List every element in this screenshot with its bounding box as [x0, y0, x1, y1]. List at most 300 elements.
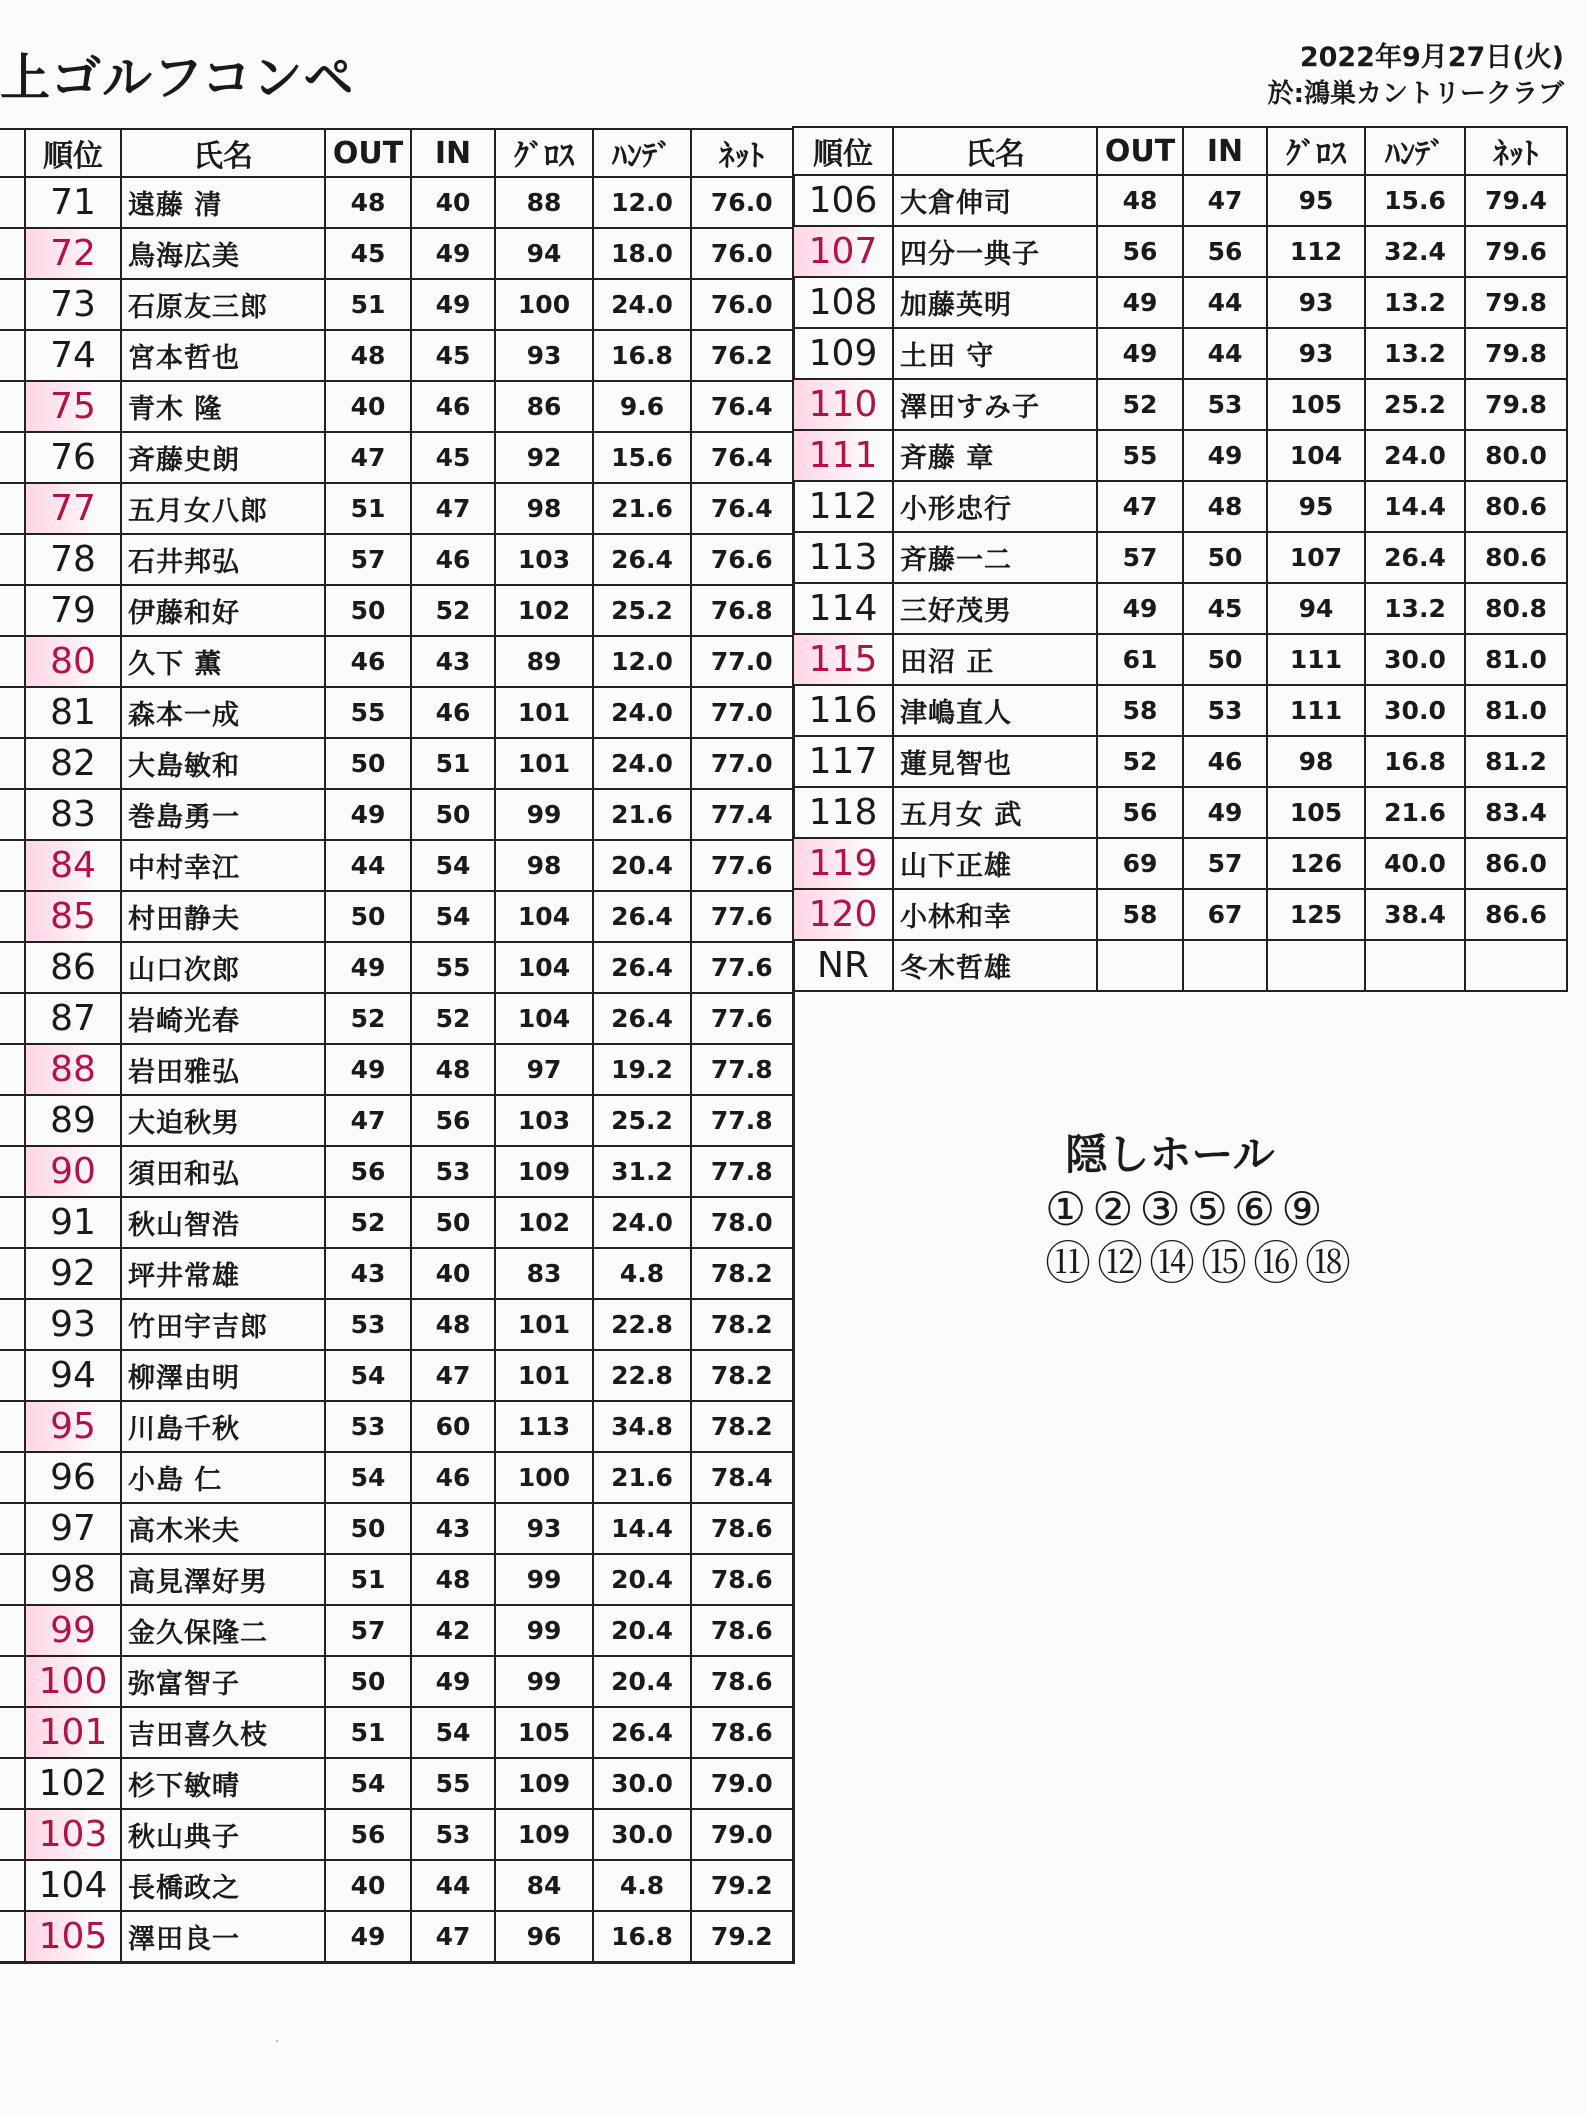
in-cell: 49 — [1183, 430, 1267, 481]
name-cell: 弥富智子 — [121, 1656, 325, 1707]
net-cell: 77.6 — [691, 840, 793, 891]
out-cell: 54 — [325, 1758, 411, 1809]
gross-cell: 99 — [495, 1656, 593, 1707]
edge-cell — [0, 789, 25, 840]
event-venue: 於:鴻巣カントリークラブ — [1267, 79, 1564, 109]
table-row — [793, 685, 1567, 736]
col-in: IN — [411, 129, 495, 177]
table-row — [0, 1605, 793, 1656]
gross-cell: 101 — [495, 1350, 593, 1401]
edge-cell — [0, 228, 25, 279]
table-row — [793, 736, 1567, 787]
edge-cell — [0, 381, 25, 432]
out-cell: 49 — [325, 1911, 411, 1963]
edge-cell — [0, 432, 25, 483]
name-cell: 冬木哲雄 — [893, 940, 1097, 991]
net-cell: 79.0 — [691, 1809, 793, 1860]
out-cell: 51 — [325, 1707, 411, 1758]
in-cell: 51 — [411, 738, 495, 789]
in-cell — [1183, 940, 1267, 991]
rank-cell: 76 — [25, 432, 121, 483]
edge-cell — [0, 1197, 25, 1248]
in-cell: 53 — [411, 1146, 495, 1197]
net-cell — [1465, 940, 1567, 991]
net-cell: 80.6 — [1465, 481, 1567, 532]
table-row — [0, 1452, 793, 1503]
table-row — [0, 636, 793, 687]
rank-cell: 84 — [25, 840, 121, 891]
edge-cell — [0, 1248, 25, 1299]
table-row — [0, 432, 793, 483]
in-cell: 53 — [1183, 685, 1267, 736]
table-row — [0, 1299, 793, 1350]
out-cell: 50 — [325, 738, 411, 789]
table-row — [0, 1809, 793, 1860]
out-cell: 56 — [325, 1146, 411, 1197]
handicap-cell: 16.8 — [593, 1911, 691, 1963]
left-table-body — [0, 177, 793, 1963]
gross-cell: 107 — [1267, 532, 1365, 583]
results-table-right — [792, 126, 1568, 992]
name-cell: 岩崎光春 — [121, 993, 325, 1044]
in-cell: 49 — [411, 228, 495, 279]
gross-cell: 103 — [495, 534, 593, 585]
in-cell: 50 — [1183, 634, 1267, 685]
handicap-cell: 4.8 — [593, 1248, 691, 1299]
net-cell: 80.0 — [1465, 430, 1567, 481]
in-cell: 55 — [411, 942, 495, 993]
name-cell: 山下正雄 — [893, 838, 1097, 889]
out-cell: 69 — [1097, 838, 1183, 889]
net-cell: 81.2 — [1465, 736, 1567, 787]
out-cell: 53 — [325, 1401, 411, 1452]
net-cell: 86.6 — [1465, 889, 1567, 940]
table-row — [0, 1503, 793, 1554]
handicap-cell: 30.0 — [593, 1809, 691, 1860]
out-cell: 49 — [1097, 583, 1183, 634]
gross-cell: 102 — [495, 1197, 593, 1248]
gross-cell: 105 — [1267, 787, 1365, 838]
table-row — [0, 585, 793, 636]
in-cell: 46 — [411, 381, 495, 432]
table-row — [0, 1911, 793, 1963]
name-cell: 鳥海広美 — [121, 228, 325, 279]
in-cell: 57 — [1183, 838, 1267, 889]
out-cell: 57 — [325, 534, 411, 585]
table-row — [0, 381, 793, 432]
handicap-cell: 22.8 — [593, 1350, 691, 1401]
name-cell: 久下 薫 — [121, 636, 325, 687]
rank-cell: 92 — [25, 1248, 121, 1299]
rank-cell: NR — [793, 940, 893, 991]
rank-cell: 101 — [25, 1707, 121, 1758]
col-name: 氏名 — [121, 129, 325, 177]
net-cell: 76.4 — [691, 381, 793, 432]
in-cell: 47 — [411, 1911, 495, 1963]
handicap-cell: 12.0 — [593, 636, 691, 687]
table-row — [793, 379, 1567, 430]
net-cell: 86.0 — [1465, 838, 1567, 889]
out-cell: 43 — [325, 1248, 411, 1299]
rank-cell: 115 — [793, 634, 893, 685]
col-in: IN — [1183, 127, 1267, 175]
in-cell: 47 — [411, 483, 495, 534]
rank-cell: 111 — [793, 430, 893, 481]
paper-speck — [276, 2040, 278, 2042]
rank-cell: 82 — [25, 738, 121, 789]
gross-cell: 104 — [1267, 430, 1365, 481]
net-cell: 78.6 — [691, 1503, 793, 1554]
net-cell: 77.6 — [691, 891, 793, 942]
name-cell: 森本一成 — [121, 687, 325, 738]
table-row — [793, 634, 1567, 685]
name-cell: 須田和弘 — [121, 1146, 325, 1197]
in-cell: 50 — [411, 1197, 495, 1248]
table-row — [0, 1860, 793, 1911]
net-cell: 76.4 — [691, 432, 793, 483]
handicap-cell: 20.4 — [593, 1656, 691, 1707]
net-cell: 78.2 — [691, 1350, 793, 1401]
net-cell: 77.8 — [691, 1095, 793, 1146]
edge-cell — [0, 1605, 25, 1656]
gross-cell: 111 — [1267, 634, 1365, 685]
net-cell: 77.8 — [691, 1146, 793, 1197]
name-cell: 大島敏和 — [121, 738, 325, 789]
rank-cell: 110 — [793, 379, 893, 430]
edge-cell — [0, 129, 25, 177]
name-cell: 長橋政之 — [121, 1860, 325, 1911]
gross-cell: 99 — [495, 1554, 593, 1605]
gross-cell: 100 — [495, 279, 593, 330]
out-cell: 56 — [325, 1809, 411, 1860]
name-cell: 田沼 正 — [893, 634, 1097, 685]
col-name: 氏名 — [893, 127, 1097, 175]
rank-cell: 118 — [793, 787, 893, 838]
in-cell: 56 — [411, 1095, 495, 1146]
table-row — [793, 277, 1567, 328]
gross-cell: 97 — [495, 1044, 593, 1095]
hidden-holes-box — [1045, 1128, 1357, 1290]
table-row — [793, 838, 1567, 889]
rank-cell: 96 — [25, 1452, 121, 1503]
col-gross: ｸﾞﾛｽ — [1267, 127, 1365, 175]
in-cell: 45 — [411, 432, 495, 483]
handicap-cell: 24.0 — [1365, 430, 1465, 481]
name-cell: 加藤英明 — [893, 277, 1097, 328]
name-cell: 澤田すみ子 — [893, 379, 1097, 430]
rank-cell: 79 — [25, 585, 121, 636]
rank-cell: 99 — [25, 1605, 121, 1656]
handicap-cell: 26.4 — [1365, 532, 1465, 583]
edge-cell — [0, 1860, 25, 1911]
rank-cell: 105 — [25, 1911, 121, 1963]
out-cell: 51 — [325, 1554, 411, 1605]
edge-cell — [0, 1503, 25, 1554]
net-cell: 76.0 — [691, 228, 793, 279]
in-cell: 43 — [411, 1503, 495, 1554]
rank-cell: 77 — [25, 483, 121, 534]
table-row — [0, 1401, 793, 1452]
table-row — [0, 1095, 793, 1146]
in-cell: 55 — [411, 1758, 495, 1809]
out-cell: 50 — [325, 891, 411, 942]
net-cell: 78.4 — [691, 1452, 793, 1503]
handicap-cell — [1365, 940, 1465, 991]
rank-cell: 106 — [793, 175, 893, 226]
gross-cell: 126 — [1267, 838, 1365, 889]
gross-cell: 101 — [495, 1299, 593, 1350]
rank-cell: 109 — [793, 328, 893, 379]
in-cell: 46 — [411, 1452, 495, 1503]
name-cell: 秋山智浩 — [121, 1197, 325, 1248]
edge-cell — [0, 891, 25, 942]
handicap-cell: 13.2 — [1365, 328, 1465, 379]
table-row — [793, 889, 1567, 940]
in-cell: 52 — [411, 585, 495, 636]
rank-cell: 78 — [25, 534, 121, 585]
edge-cell — [0, 1299, 25, 1350]
table-row — [0, 177, 793, 228]
net-cell: 76.2 — [691, 330, 793, 381]
col-rank: 順位 — [25, 129, 121, 177]
out-cell: 48 — [325, 330, 411, 381]
net-cell: 79.6 — [1465, 226, 1567, 277]
net-cell: 76.6 — [691, 534, 793, 585]
handicap-cell: 21.6 — [593, 1452, 691, 1503]
rank-cell: 85 — [25, 891, 121, 942]
table-row — [0, 993, 793, 1044]
handicap-cell: 24.0 — [593, 687, 691, 738]
in-cell: 45 — [411, 330, 495, 381]
gross-cell: 113 — [495, 1401, 593, 1452]
name-cell: 石井邦弘 — [121, 534, 325, 585]
handicap-cell: 20.4 — [593, 1554, 691, 1605]
in-cell: 56 — [1183, 226, 1267, 277]
table-row — [0, 687, 793, 738]
gross-cell: 86 — [495, 381, 593, 432]
in-cell: 47 — [1183, 175, 1267, 226]
edge-cell — [0, 483, 25, 534]
in-cell: 46 — [411, 534, 495, 585]
net-cell: 79.2 — [691, 1911, 793, 1963]
out-cell: 40 — [325, 381, 411, 432]
name-cell: 山口次郎 — [121, 942, 325, 993]
gross-cell: 96 — [495, 1911, 593, 1963]
gross-cell: 111 — [1267, 685, 1365, 736]
name-cell: 斉藤史朗 — [121, 432, 325, 483]
gross-cell: 93 — [1267, 277, 1365, 328]
edge-cell — [0, 1707, 25, 1758]
edge-cell — [0, 1554, 25, 1605]
rank-cell: 81 — [25, 687, 121, 738]
in-cell: 50 — [411, 789, 495, 840]
rank-cell: 83 — [25, 789, 121, 840]
net-cell: 76.4 — [691, 483, 793, 534]
out-cell: 56 — [1097, 226, 1183, 277]
out-cell: 49 — [1097, 328, 1183, 379]
col-out: OUT — [325, 129, 411, 177]
event-date: 2022年9月27日(火) — [1299, 42, 1564, 73]
table-row — [0, 1197, 793, 1248]
name-cell: 村田静夫 — [121, 891, 325, 942]
rank-cell: 90 — [25, 1146, 121, 1197]
name-cell: 青木 隆 — [121, 381, 325, 432]
gross-cell: 98 — [1267, 736, 1365, 787]
out-cell: 49 — [325, 942, 411, 993]
edge-cell — [0, 585, 25, 636]
gross-cell: 94 — [495, 228, 593, 279]
net-cell: 78.6 — [691, 1605, 793, 1656]
out-cell: 44 — [325, 840, 411, 891]
table-row — [793, 430, 1567, 481]
gross-cell — [1267, 940, 1365, 991]
edge-cell — [0, 1758, 25, 1809]
event-meta — [1268, 40, 1564, 112]
name-cell: 高見澤好男 — [121, 1554, 325, 1605]
handicap-cell: 25.2 — [593, 585, 691, 636]
handicap-cell: 26.4 — [593, 891, 691, 942]
hidden-holes-row-1: ①②③⑤⑥⑨ — [1045, 1182, 1329, 1236]
name-cell: 川島千秋 — [121, 1401, 325, 1452]
out-cell: 58 — [1097, 685, 1183, 736]
handicap-cell: 40.0 — [1365, 838, 1465, 889]
table-row — [0, 942, 793, 993]
gross-cell: 101 — [495, 738, 593, 789]
handicap-cell: 24.0 — [593, 279, 691, 330]
table-row — [793, 226, 1567, 277]
in-cell: 44 — [1183, 328, 1267, 379]
out-cell: 52 — [325, 1197, 411, 1248]
handicap-cell: 13.2 — [1365, 277, 1465, 328]
out-cell: 46 — [325, 636, 411, 687]
handicap-cell: 18.0 — [593, 228, 691, 279]
out-cell: 49 — [325, 1044, 411, 1095]
name-cell: 伊藤和好 — [121, 585, 325, 636]
net-cell: 83.4 — [1465, 787, 1567, 838]
table-row — [0, 789, 793, 840]
in-cell: 44 — [411, 1860, 495, 1911]
table-row — [0, 1707, 793, 1758]
rank-cell: 98 — [25, 1554, 121, 1605]
handicap-cell: 14.4 — [593, 1503, 691, 1554]
table-row — [0, 279, 793, 330]
in-cell: 40 — [411, 1248, 495, 1299]
in-cell: 48 — [411, 1554, 495, 1605]
gross-cell: 105 — [1267, 379, 1365, 430]
name-cell: 澤田良一 — [121, 1911, 325, 1963]
name-cell: 石原友三郎 — [121, 279, 325, 330]
edge-cell — [0, 177, 25, 228]
table-row — [0, 840, 793, 891]
table-row — [0, 891, 793, 942]
name-cell: 遠藤 清 — [121, 177, 325, 228]
rank-cell: 87 — [25, 993, 121, 1044]
table-row — [0, 534, 793, 585]
edge-cell — [0, 1656, 25, 1707]
header-row — [793, 127, 1567, 175]
handicap-cell: 26.4 — [593, 1707, 691, 1758]
net-cell: 79.2 — [691, 1860, 793, 1911]
in-cell: 48 — [411, 1299, 495, 1350]
in-cell: 54 — [411, 891, 495, 942]
rank-cell: 119 — [793, 838, 893, 889]
out-cell: 54 — [325, 1452, 411, 1503]
in-cell: 46 — [1183, 736, 1267, 787]
handicap-cell: 30.0 — [1365, 634, 1465, 685]
out-cell: 47 — [325, 432, 411, 483]
net-cell: 77.0 — [691, 687, 793, 738]
net-cell: 81.0 — [1465, 685, 1567, 736]
in-cell: 50 — [1183, 532, 1267, 583]
out-cell: 47 — [325, 1095, 411, 1146]
gross-cell: 88 — [495, 177, 593, 228]
handicap-cell: 16.8 — [1365, 736, 1465, 787]
rank-cell: 93 — [25, 1299, 121, 1350]
name-cell: 中村幸江 — [121, 840, 325, 891]
handicap-cell: 26.4 — [593, 534, 691, 585]
net-cell: 78.2 — [691, 1401, 793, 1452]
rank-cell: 103 — [25, 1809, 121, 1860]
table-row — [0, 1044, 793, 1095]
out-cell: 50 — [325, 585, 411, 636]
handicap-cell: 31.2 — [593, 1146, 691, 1197]
name-cell: 金久保隆二 — [121, 1605, 325, 1656]
gross-cell: 99 — [495, 1605, 593, 1656]
rank-cell: 94 — [25, 1350, 121, 1401]
net-cell: 81.0 — [1465, 634, 1567, 685]
gross-cell: 103 — [495, 1095, 593, 1146]
rank-cell: 86 — [25, 942, 121, 993]
rank-cell: 91 — [25, 1197, 121, 1248]
net-cell: 77.4 — [691, 789, 793, 840]
table-row — [0, 1248, 793, 1299]
edge-cell — [0, 1809, 25, 1860]
handicap-cell: 25.2 — [1365, 379, 1465, 430]
in-cell: 46 — [411, 687, 495, 738]
in-cell: 44 — [1183, 277, 1267, 328]
handicap-cell: 13.2 — [1365, 583, 1465, 634]
handicap-cell: 19.2 — [593, 1044, 691, 1095]
gross-cell: 104 — [495, 942, 593, 993]
table-row — [793, 481, 1567, 532]
name-cell: 巻島勇一 — [121, 789, 325, 840]
name-cell: 斉藤 章 — [893, 430, 1097, 481]
rank-cell: 97 — [25, 1503, 121, 1554]
in-cell: 54 — [411, 840, 495, 891]
net-cell: 80.8 — [1465, 583, 1567, 634]
net-cell: 80.6 — [1465, 532, 1567, 583]
out-cell: 57 — [325, 1605, 411, 1656]
gross-cell: 109 — [495, 1809, 593, 1860]
name-cell: 杉下敏晴 — [121, 1758, 325, 1809]
rank-cell: 112 — [793, 481, 893, 532]
in-cell: 49 — [411, 279, 495, 330]
rank-cell: 100 — [25, 1656, 121, 1707]
out-cell: 51 — [325, 483, 411, 534]
rank-cell: 73 — [25, 279, 121, 330]
in-cell: 67 — [1183, 889, 1267, 940]
handicap-cell: 30.0 — [593, 1758, 691, 1809]
out-cell: 50 — [325, 1503, 411, 1554]
edge-cell — [0, 636, 25, 687]
name-cell: 五月女八郎 — [121, 483, 325, 534]
table-row — [793, 532, 1567, 583]
col-rank: 順位 — [793, 127, 893, 175]
edge-cell — [0, 1146, 25, 1197]
name-cell: 小島 仁 — [121, 1452, 325, 1503]
name-cell: 高木米夫 — [121, 1503, 325, 1554]
rank-cell: 117 — [793, 736, 893, 787]
